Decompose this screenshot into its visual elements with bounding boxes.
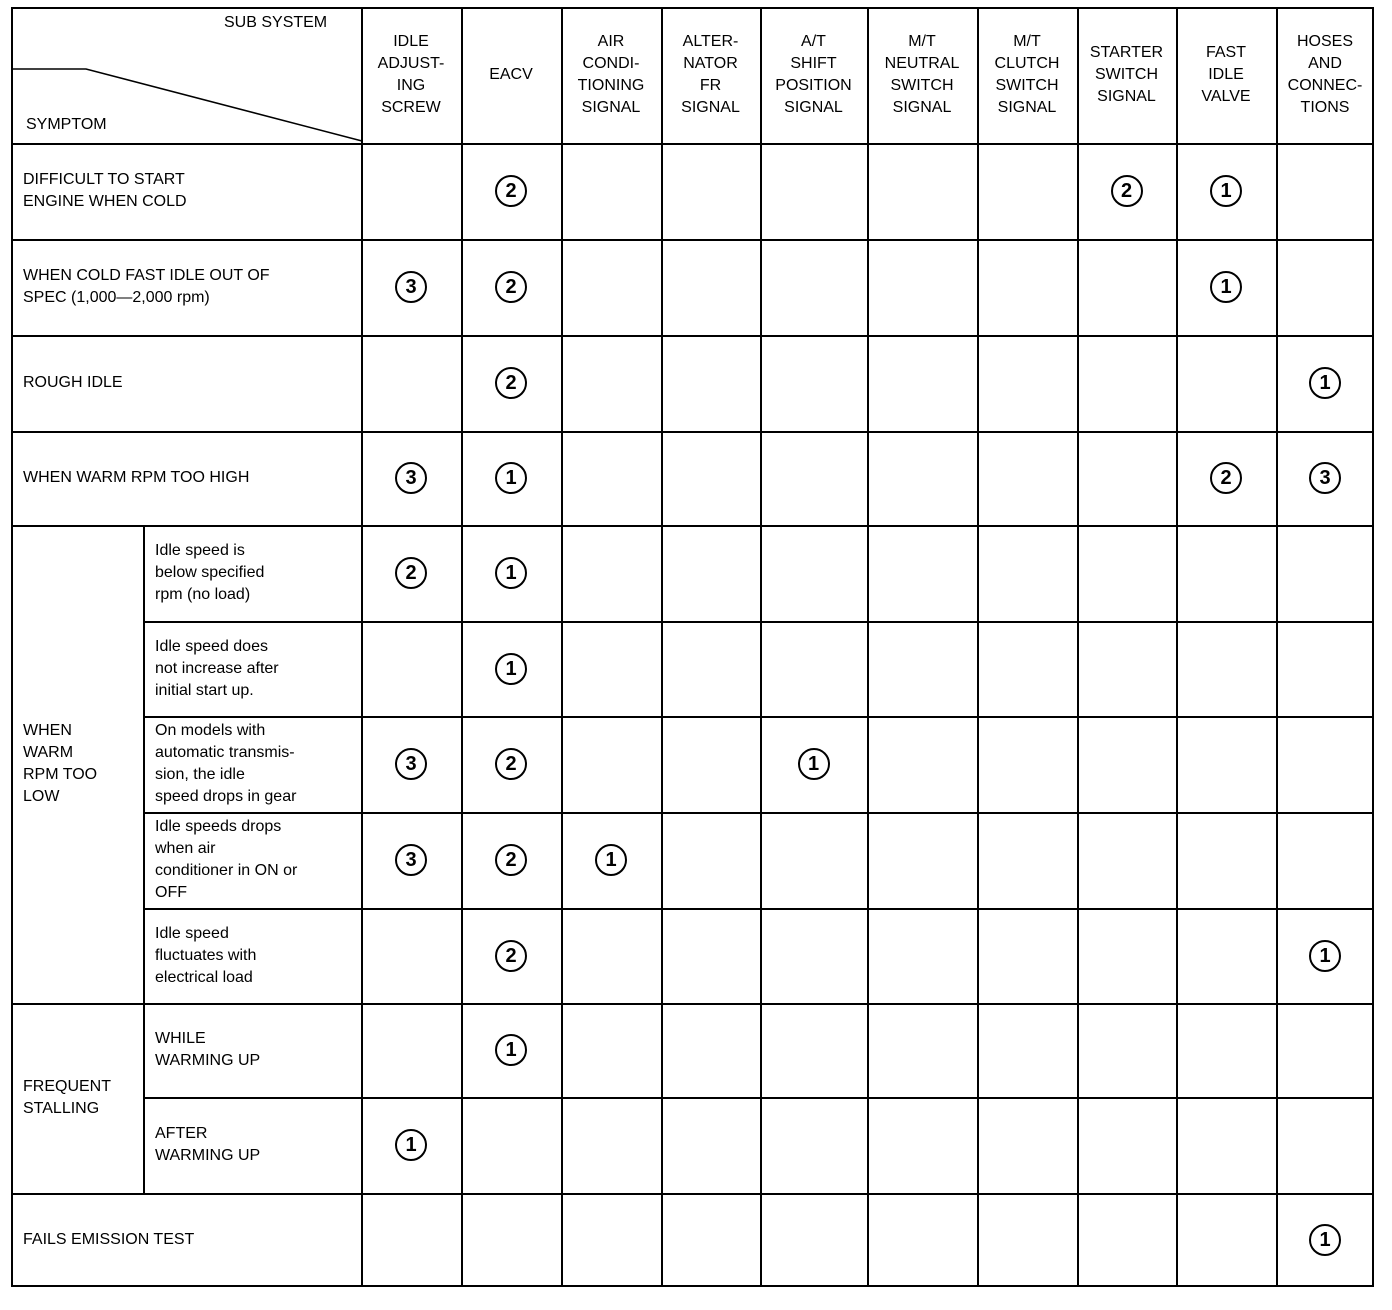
priority-mark: 3 bbox=[1309, 462, 1341, 494]
symptom-cell: WHEN COLD FAST IDLE OUT OF SPEC (1,000—2,000 rpm) bbox=[23, 267, 270, 306]
priority-mark: 2 bbox=[495, 940, 527, 972]
priority-mark: 1 bbox=[1210, 175, 1242, 207]
priority-mark: 1 bbox=[495, 557, 527, 589]
priority-mark: 1 bbox=[1309, 940, 1341, 972]
column-header: M/T CLUTCH SWITCH SIGNAL bbox=[994, 33, 1060, 116]
column-divider bbox=[461, 7, 463, 1287]
column-divider bbox=[1176, 7, 1178, 1287]
column-divider bbox=[561, 7, 563, 1287]
column-header: STARTER SWITCH SIGNAL bbox=[1089, 44, 1164, 105]
symptom-cell: DIFFICULT TO START ENGINE WHEN COLD bbox=[23, 171, 187, 210]
column-header: ALTER- NATOR FR SIGNAL bbox=[681, 33, 740, 116]
priority-mark: 2 bbox=[495, 844, 527, 876]
symptom-cell: Idle speed fluctuates with electrical load bbox=[155, 924, 257, 986]
priority-mark: 2 bbox=[1210, 462, 1242, 494]
priority-mark: 1 bbox=[495, 1034, 527, 1066]
priority-mark: 1 bbox=[1309, 367, 1341, 399]
column-divider bbox=[867, 7, 869, 1287]
priority-mark: 2 bbox=[1111, 175, 1143, 207]
column-divider bbox=[760, 7, 762, 1287]
column-header: M/T NEUTRAL SWITCH SIGNAL bbox=[884, 33, 960, 116]
priority-mark: 1 bbox=[798, 748, 830, 780]
column-header: A/T SHIFT POSITION SIGNAL bbox=[775, 33, 852, 116]
priority-mark: 2 bbox=[495, 748, 527, 780]
symptom-cell: Idle speed is below specified rpm (no load) bbox=[155, 542, 265, 603]
priority-mark: 1 bbox=[395, 1129, 427, 1161]
priority-mark: 2 bbox=[495, 175, 527, 207]
symptom-label: SYMPTOM bbox=[26, 116, 107, 133]
column-divider bbox=[977, 7, 979, 1287]
sub-system-label: SUB SYSTEM bbox=[224, 14, 328, 31]
priority-mark: 2 bbox=[495, 367, 527, 399]
priority-mark: 3 bbox=[395, 462, 427, 494]
symptom-cell: Idle speed does not increase after initial start up. bbox=[155, 637, 279, 699]
column-divider bbox=[1077, 7, 1079, 1287]
priority-mark: 1 bbox=[495, 462, 527, 494]
priority-mark: 1 bbox=[495, 653, 527, 685]
symptom-cell: On models with automatic transmis- sion, the idle speed drops in gear bbox=[155, 722, 297, 805]
priority-mark: 1 bbox=[595, 844, 627, 876]
group-label-warm-rpm-too-low: WHEN WARM RPM TOO LOW bbox=[23, 722, 98, 805]
group-label-frequent-stalling: FREQUENT STALLING bbox=[23, 1078, 111, 1117]
priority-mark: 3 bbox=[395, 748, 427, 780]
symptom-cell: ROUGH IDLE bbox=[23, 374, 123, 391]
column-header: AIR CONDI- TIONING SIGNAL bbox=[577, 33, 645, 116]
priority-mark: 2 bbox=[395, 557, 427, 589]
priority-mark: 2 bbox=[495, 271, 527, 303]
column-header: HOSES AND CONNEC- TIONS bbox=[1287, 33, 1363, 116]
column-header: EACV bbox=[489, 66, 533, 83]
priority-mark: 1 bbox=[1210, 271, 1242, 303]
column-divider bbox=[1276, 7, 1278, 1287]
column-divider bbox=[361, 7, 363, 1287]
priority-mark: 3 bbox=[395, 844, 427, 876]
column-header: IDLE ADJUST- ING SCREW bbox=[377, 33, 445, 116]
symptom-cell: FAILS EMISSION TEST bbox=[23, 1231, 195, 1248]
priority-mark: 1 bbox=[1309, 1224, 1341, 1256]
column-header: FAST IDLE VALVE bbox=[1201, 44, 1251, 105]
symptom-cell: WHEN WARM RPM TOO HIGH bbox=[23, 469, 250, 486]
priority-mark: 3 bbox=[395, 271, 427, 303]
symptom-cell: Idle speeds drops when air conditioner in ON or OFF bbox=[155, 818, 298, 901]
column-divider bbox=[661, 7, 663, 1287]
symptom-cell: WHILE WARMING UP bbox=[155, 1030, 261, 1069]
symptom-cell: AFTER WARMING UP bbox=[155, 1125, 261, 1164]
